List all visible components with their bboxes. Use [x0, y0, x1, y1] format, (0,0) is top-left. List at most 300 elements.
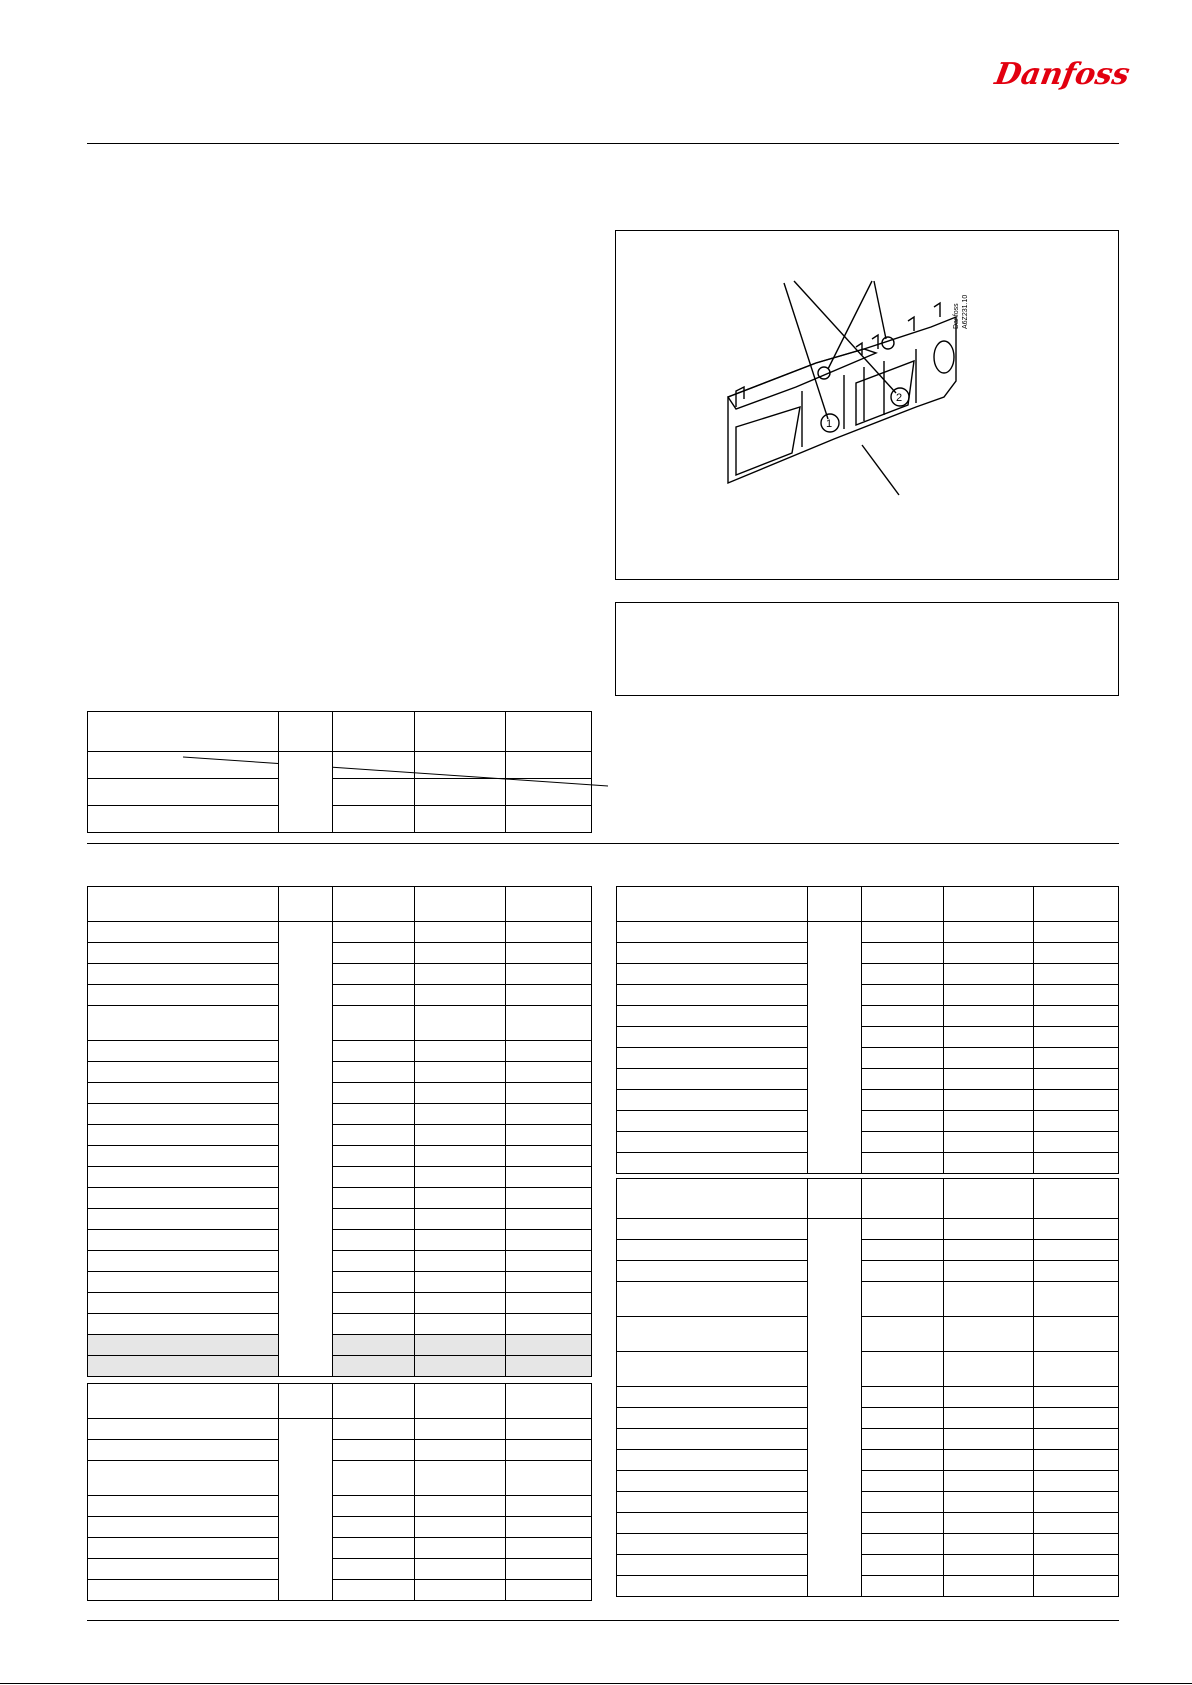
table-cell: [1034, 1450, 1119, 1471]
table-cell: [944, 1048, 1034, 1069]
table-cell: [862, 1408, 944, 1429]
table-cell: [617, 922, 808, 943]
callout-2: 2: [896, 392, 903, 404]
table-cell: [862, 1111, 944, 1132]
table-cell: [617, 1429, 808, 1450]
spec-table-right-a: [616, 886, 1119, 1174]
table-cell: [415, 1146, 506, 1167]
table-cell: [88, 887, 279, 922]
table-cell: [506, 1559, 592, 1580]
table-cell: [1034, 1069, 1119, 1090]
table-row: [88, 1580, 592, 1601]
table-cell: [862, 1534, 944, 1555]
table-cell: [506, 1209, 592, 1230]
table-cell: [506, 922, 592, 943]
table-row: [88, 1006, 592, 1041]
table-cell: [944, 1513, 1034, 1534]
table-cell: [88, 1517, 279, 1538]
table-cell: [1034, 1282, 1119, 1317]
table-cell: [1034, 1492, 1119, 1513]
table-cell: [506, 1041, 592, 1062]
table-cell: [506, 1230, 592, 1251]
table-cell: [944, 1179, 1034, 1219]
table-cell: [944, 1240, 1034, 1261]
table-cell: [333, 1517, 415, 1538]
spec-table-right-b: [616, 1178, 1119, 1597]
figure-ref-brand: Danfoss: [953, 303, 960, 329]
table-cell: [88, 922, 279, 943]
table-cell: [415, 1293, 506, 1314]
table-row: [88, 1167, 592, 1188]
table-cell: [862, 1450, 944, 1471]
table-cell: [617, 1492, 808, 1513]
table-row: [617, 943, 1119, 964]
callout-1: 1: [826, 418, 833, 430]
table-cell: [862, 1471, 944, 1492]
table-cell: [1034, 1555, 1119, 1576]
table-cell: [506, 1384, 592, 1419]
table-row: [617, 1153, 1119, 1174]
table-row: [88, 1251, 592, 1272]
table-cell: [944, 1317, 1034, 1352]
table-cell: [1034, 1219, 1119, 1240]
table-cell: [333, 1384, 415, 1419]
table-cell: [944, 1387, 1034, 1408]
table-cell: [617, 943, 808, 964]
table-cell: [88, 1146, 279, 1167]
table-cell: [617, 1069, 808, 1090]
figure-ref-code: A6Z231.10: [962, 294, 969, 329]
table-cell: [944, 1090, 1034, 1111]
table-cell: [333, 1230, 415, 1251]
table-cell: [88, 1188, 279, 1209]
table-cell: [506, 1440, 592, 1461]
table-row: [617, 1069, 1119, 1090]
table-cell: [617, 1408, 808, 1429]
table-row: [617, 985, 1119, 1006]
table-cell: [506, 943, 592, 964]
table-cell: [617, 1179, 808, 1219]
table-cell: [617, 1261, 808, 1282]
table-cell: [333, 887, 415, 922]
table-cell: [333, 1083, 415, 1104]
table-row: [88, 1384, 592, 1419]
table-cell: [1034, 1179, 1119, 1219]
table-cell: [333, 1041, 415, 1062]
table-cell: [506, 1083, 592, 1104]
table-cell: [944, 1408, 1034, 1429]
table-row: [617, 1534, 1119, 1555]
table-cell: [333, 1167, 415, 1188]
table-cell: [617, 1090, 808, 1111]
table-cell: [333, 712, 415, 752]
table-row: [88, 964, 592, 985]
table-cell: [862, 1048, 944, 1069]
table-cell: [944, 1111, 1034, 1132]
table-cell: [862, 887, 944, 922]
table-cell: [617, 1352, 808, 1387]
table-cell: [617, 1534, 808, 1555]
table-cell: [415, 1335, 506, 1356]
table-cell: [944, 1282, 1034, 1317]
table-cell: [88, 985, 279, 1006]
table-cell: [944, 1352, 1034, 1387]
table-cell: [415, 1419, 506, 1440]
table-cell: [88, 1006, 279, 1041]
table-row: [617, 1090, 1119, 1111]
table-cell: [617, 964, 808, 985]
table-cell: [88, 1083, 279, 1104]
table-cell: [279, 1419, 333, 1601]
table-cell: [862, 1240, 944, 1261]
table-row: [88, 943, 592, 964]
table-cell: [333, 922, 415, 943]
table-row: [617, 922, 1119, 943]
table-row: [88, 1314, 592, 1335]
table-cell: [862, 1069, 944, 1090]
table-cell: [506, 712, 592, 752]
table-cell: [415, 1314, 506, 1335]
table-cell: [415, 1384, 506, 1419]
table-cell: [862, 1006, 944, 1027]
table-cell: [617, 1219, 808, 1240]
table-cell: [1034, 1111, 1119, 1132]
table-cell: [333, 1146, 415, 1167]
table-row: [88, 1517, 592, 1538]
table-cell: [415, 1461, 506, 1496]
table-cell: [1034, 1153, 1119, 1174]
table-cell: [415, 712, 506, 752]
table-cell: [506, 1006, 592, 1041]
table-cell: [506, 1251, 592, 1272]
table-cell: [415, 1104, 506, 1125]
table-cell: [415, 1272, 506, 1293]
table-cell: [944, 1555, 1034, 1576]
table-cell: [415, 752, 506, 779]
table-cell: [862, 1219, 944, 1240]
table-cell: [88, 1209, 279, 1230]
table-cell: [862, 1387, 944, 1408]
table-cell: [506, 1461, 592, 1496]
table-cell: [1034, 1132, 1119, 1153]
table-row: [617, 1006, 1119, 1027]
table-cell: [333, 1559, 415, 1580]
table-cell: [333, 1104, 415, 1125]
table-cell: [617, 1576, 808, 1597]
table-row: [88, 1272, 592, 1293]
table-cell: [506, 1314, 592, 1335]
table-cell: [1034, 1513, 1119, 1534]
table-cell: [88, 1356, 279, 1377]
table-cell: [415, 1041, 506, 1062]
table-row: [617, 1492, 1119, 1513]
table-cell: [617, 1282, 808, 1317]
table-cell: [808, 887, 862, 922]
table-cell: [944, 1534, 1034, 1555]
table-cell: [415, 1538, 506, 1559]
table-cell: [333, 1006, 415, 1041]
table-cell: [944, 943, 1034, 964]
table-cell: [944, 1132, 1034, 1153]
table-row: [88, 1125, 592, 1146]
table-cell: [808, 1179, 862, 1219]
table-cell: [617, 1317, 808, 1352]
table-row: [88, 1559, 592, 1580]
table-cell: [88, 1314, 279, 1335]
table-cell: [88, 1230, 279, 1251]
table-row: [88, 922, 592, 943]
table-cell: [88, 779, 279, 806]
table-row: [88, 1083, 592, 1104]
table-cell: [506, 1125, 592, 1146]
table-cell: [944, 964, 1034, 985]
table-row: [88, 1440, 592, 1461]
table-cell: [808, 922, 862, 1174]
table-row: [617, 1179, 1119, 1219]
table-cell: [1034, 1352, 1119, 1387]
table-cell: [944, 1492, 1034, 1513]
table-cell: [1034, 1408, 1119, 1429]
table-cell: [333, 752, 415, 779]
table-cell: [617, 1027, 808, 1048]
table-cell: [415, 887, 506, 922]
table-cell: [506, 1272, 592, 1293]
table-cell: [1034, 964, 1119, 985]
table-cell: [333, 985, 415, 1006]
svg-text:Danfoss: Danfoss: [992, 57, 1133, 92]
table-cell: [944, 1006, 1034, 1027]
table-row: [88, 1230, 592, 1251]
table-row: [88, 1104, 592, 1125]
table-cell: [944, 1153, 1034, 1174]
table-row: [617, 1513, 1119, 1534]
table-cell: [862, 1132, 944, 1153]
table-row: [88, 1496, 592, 1517]
table-cell: [1034, 1471, 1119, 1492]
table-cell: [333, 806, 415, 833]
table-cell: [88, 752, 279, 779]
table-cell: [506, 985, 592, 1006]
table-cell: [617, 1450, 808, 1471]
table-cell: [862, 1027, 944, 1048]
table-cell: [944, 887, 1034, 922]
spec-table-top: [87, 711, 592, 833]
table-cell: [333, 1496, 415, 1517]
table-row: [617, 1408, 1119, 1429]
table-row: [617, 1240, 1119, 1261]
table-cell: [1034, 1090, 1119, 1111]
spec-table-left-b: [87, 1383, 592, 1601]
table-cell: [617, 1006, 808, 1027]
table-cell: [88, 1580, 279, 1601]
table-row: [88, 1335, 592, 1356]
table-cell: [862, 964, 944, 985]
table-cell: [333, 1440, 415, 1461]
table-cell: [415, 1517, 506, 1538]
table-cell: [1034, 922, 1119, 943]
table-row: [88, 712, 592, 752]
table-cell: [617, 887, 808, 922]
table-cell: [88, 1440, 279, 1461]
table-cell: [415, 985, 506, 1006]
table-cell: [1034, 1048, 1119, 1069]
table-row: [617, 1576, 1119, 1597]
table-cell: [88, 1559, 279, 1580]
table-cell: [944, 1471, 1034, 1492]
table-cell: [506, 964, 592, 985]
table-row: [88, 1209, 592, 1230]
table-cell: [415, 1440, 506, 1461]
table-cell: [944, 985, 1034, 1006]
table-row: [617, 887, 1119, 922]
table-cell: [944, 922, 1034, 943]
table-cell: [506, 1293, 592, 1314]
table-cell: [506, 1580, 592, 1601]
table-cell: [279, 887, 333, 922]
table-cell: [506, 1538, 592, 1559]
table-cell: [1034, 1027, 1119, 1048]
table-cell: [617, 1132, 808, 1153]
table-cell: [88, 1125, 279, 1146]
table-cell: [1034, 1576, 1119, 1597]
table-cell: [1034, 1006, 1119, 1027]
table-cell: [506, 1062, 592, 1083]
table-cell: [506, 887, 592, 922]
table-cell: [415, 1496, 506, 1517]
table-cell: [617, 1240, 808, 1261]
table-cell: [617, 1513, 808, 1534]
table-cell: [88, 1062, 279, 1083]
table-cell: [279, 922, 333, 1377]
table-cell: [88, 1167, 279, 1188]
table-cell: [944, 1027, 1034, 1048]
table-cell: [506, 806, 592, 833]
table-cell: [1034, 1240, 1119, 1261]
table-cell: [506, 1419, 592, 1440]
table-cell: [415, 806, 506, 833]
table-cell: [88, 1461, 279, 1496]
table-cell: [415, 1251, 506, 1272]
table-cell: [279, 752, 333, 833]
table-cell: [944, 1261, 1034, 1282]
table-cell: [862, 1090, 944, 1111]
table-cell: [279, 1384, 333, 1419]
table-cell: [88, 943, 279, 964]
table-cell: [1034, 985, 1119, 1006]
table-row: [88, 887, 592, 922]
table-cell: [506, 1496, 592, 1517]
table-row: [617, 1111, 1119, 1132]
table-cell: [333, 1272, 415, 1293]
table-row: [88, 1293, 592, 1314]
table-cell: [88, 1419, 279, 1440]
table-cell: [415, 1230, 506, 1251]
table-cell: [415, 1580, 506, 1601]
table-cell: [862, 1317, 944, 1352]
table-cell: [88, 1251, 279, 1272]
spec-table-left-a: [87, 886, 592, 1377]
table-cell: [506, 1188, 592, 1209]
table-cell: [333, 1293, 415, 1314]
table-row: [88, 1419, 592, 1440]
table-cell: [88, 806, 279, 833]
table-cell: [333, 1062, 415, 1083]
table-row: [88, 1041, 592, 1062]
table-cell: [862, 922, 944, 943]
table-cell: [862, 1179, 944, 1219]
table-cell: [415, 964, 506, 985]
table-row: [617, 1282, 1119, 1317]
table-cell: [944, 1069, 1034, 1090]
table-cell: [862, 1555, 944, 1576]
table-cell: [944, 1576, 1034, 1597]
table-cell: [415, 1125, 506, 1146]
table-row: [88, 985, 592, 1006]
table-cell: [944, 1219, 1034, 1240]
table-cell: [862, 1492, 944, 1513]
table-cell: [415, 779, 506, 806]
table-row: [88, 752, 592, 779]
table-cell: [862, 1352, 944, 1387]
table-cell: [506, 1167, 592, 1188]
table-cell: [88, 1041, 279, 1062]
table-cell: [415, 1559, 506, 1580]
table-cell: [506, 1335, 592, 1356]
table-row: [88, 1538, 592, 1559]
table-cell: [617, 1555, 808, 1576]
table-cell: [415, 1167, 506, 1188]
table-cell: [333, 1356, 415, 1377]
table-row: [88, 779, 592, 806]
table-row: [88, 1146, 592, 1167]
table-cell: [333, 1125, 415, 1146]
table-cell: [333, 1538, 415, 1559]
table-cell: [333, 1580, 415, 1601]
table-cell: [88, 1538, 279, 1559]
table-cell: [862, 1513, 944, 1534]
table-row: [617, 1261, 1119, 1282]
table-cell: [333, 779, 415, 806]
table-cell: [88, 964, 279, 985]
table-cell: [617, 1111, 808, 1132]
table-cell: [506, 1356, 592, 1377]
table-cell: [506, 1517, 592, 1538]
table-cell: [333, 1419, 415, 1440]
table-cell: [1034, 887, 1119, 922]
table-row: [88, 1461, 592, 1496]
table-cell: [415, 1083, 506, 1104]
table-cell: [1034, 1387, 1119, 1408]
table-cell: [506, 1104, 592, 1125]
table-cell: [88, 1384, 279, 1419]
table-cell: [333, 1188, 415, 1209]
table-row: [617, 1027, 1119, 1048]
table-cell: [617, 1153, 808, 1174]
table-row: [617, 1132, 1119, 1153]
table-cell: [1034, 943, 1119, 964]
table-cell: [333, 1209, 415, 1230]
table-cell: [415, 1062, 506, 1083]
table-cell: [1034, 1534, 1119, 1555]
table-cell: [333, 1335, 415, 1356]
table-row: [617, 1317, 1119, 1352]
table-cell: [944, 1429, 1034, 1450]
table-row: [617, 1429, 1119, 1450]
table-cell: [333, 964, 415, 985]
table-row: [617, 1352, 1119, 1387]
table-cell: [862, 943, 944, 964]
table-row: [617, 1048, 1119, 1069]
